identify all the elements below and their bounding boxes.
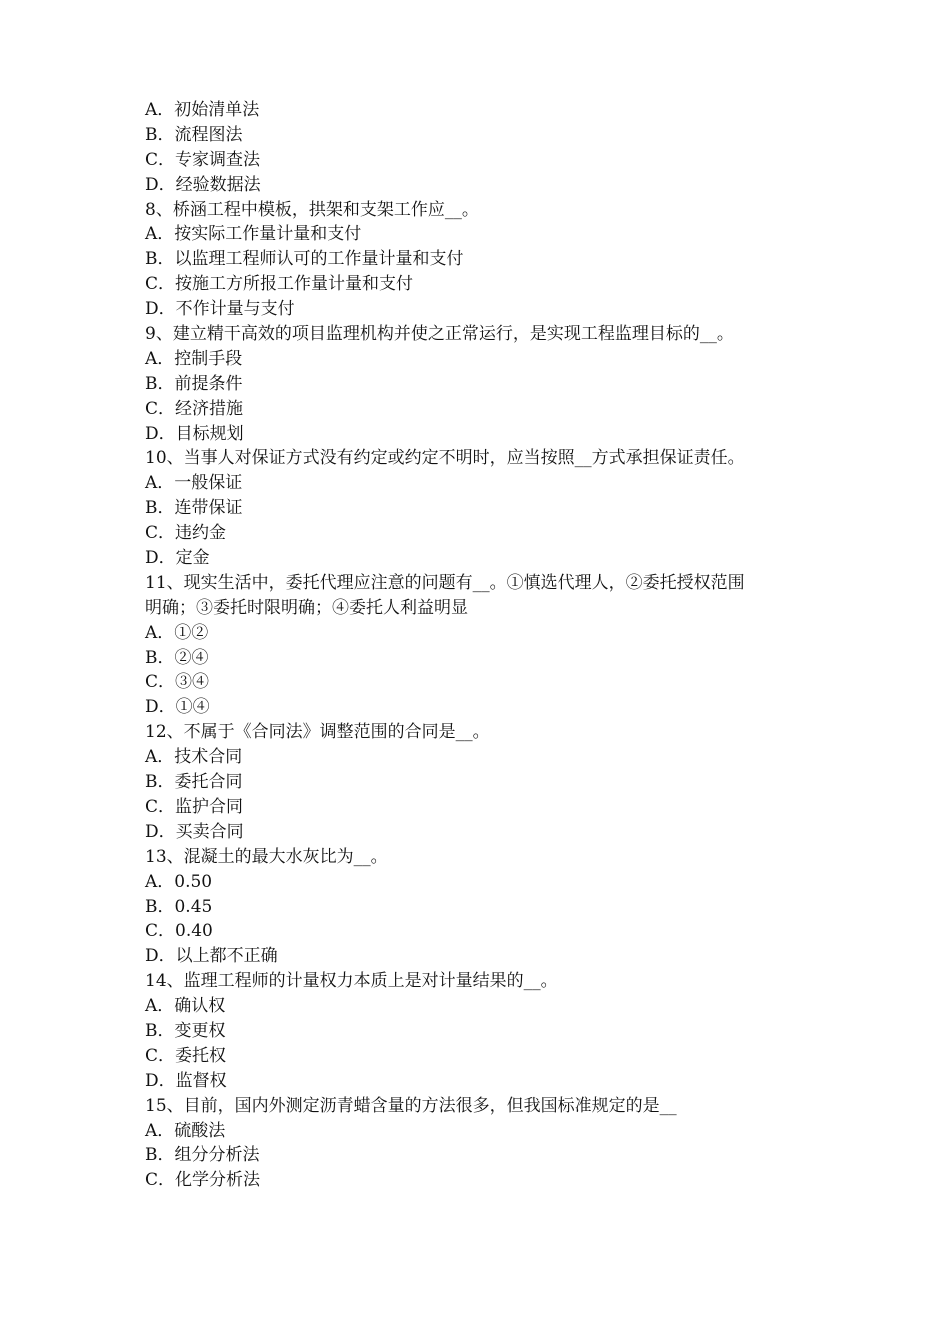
text-line: 12、不属于《合同法》调整范围的合同是__。: [145, 722, 490, 743]
document-text: [145, 98, 825, 1193]
text-line: A．硫酸法: [145, 1120, 226, 1141]
text-line: 15、目前，国内外测定沥青蜡含量的方法很多，但我国标准规定的是__: [145, 1095, 677, 1116]
text-line: D．以上都不正确: [145, 946, 278, 967]
text-line: 明确；③委托时限明确；④委托人利益明显: [145, 597, 468, 618]
text-line: A．一般保证: [145, 473, 243, 494]
text-line: B．委托合同: [145, 772, 243, 793]
text-line: D．监督权: [145, 1070, 227, 1091]
text-line: 11、现实生活中，委托代理应注意的问题有__。①慎选代理人，②委托授权范围: [145, 572, 745, 593]
text-line: A．技术合同: [145, 747, 243, 768]
text-line: C．委托权: [145, 1045, 227, 1066]
text-line: C．监护合同: [145, 796, 244, 817]
text-line: C．0.40: [145, 921, 213, 942]
text-line: B．前提条件: [145, 373, 243, 394]
text-line: C．按施工方所报工作量计量和支付: [145, 274, 414, 295]
text-line: A．控制手段: [145, 348, 243, 369]
text-line: D．目标规划: [145, 423, 244, 444]
text-line: C．违约金: [145, 523, 227, 544]
text-line: D．买卖合同: [145, 821, 244, 842]
text-line: C．专家调查法: [145, 149, 261, 170]
text-line: 14、监理工程师的计量权力本质上是对计量结果的__。: [145, 971, 558, 992]
text-line: B．变更权: [145, 1020, 226, 1041]
text-line: A．按实际工作量计量和支付: [145, 224, 362, 245]
text-line: D．定金: [145, 548, 210, 569]
text-line: A．0.50: [145, 871, 213, 892]
text-line: 13、混凝土的最大水灰比为__。: [145, 846, 388, 867]
text-line: A．初始清单法: [145, 100, 260, 120]
text-line: B．②④: [145, 647, 209, 668]
text-line: B．组分分析法: [145, 1145, 260, 1166]
text-line: A．确认权: [145, 996, 226, 1017]
text-line: C．化学分析法: [145, 1170, 261, 1191]
text-line: B．连带保证: [145, 498, 243, 519]
text-line: 10、当事人对保证方式没有约定或约定不明时，应当按照__方式承担保证责任。: [145, 448, 745, 469]
text-line: B．流程图法: [145, 124, 243, 145]
text-line: D．不作计量与支付: [145, 299, 295, 320]
text-line: C．经济措施: [145, 398, 244, 419]
text-line: D．经验数据法: [145, 174, 261, 195]
text-line: B．以监理工程师认可的工作量计量和支付: [145, 249, 464, 270]
text-line: 9、建立精干高效的项目监理机构并使之正常运行，是实现工程监理目标的__。: [145, 324, 734, 345]
text-line: B．0.45: [145, 896, 213, 917]
text-line: A．①②: [145, 622, 209, 643]
text-line: 8、桥涵工程中模板，拱架和支架工作应__。: [145, 199, 479, 220]
text-line: D．①④: [145, 697, 210, 718]
text-line: C．③④: [145, 672, 210, 693]
